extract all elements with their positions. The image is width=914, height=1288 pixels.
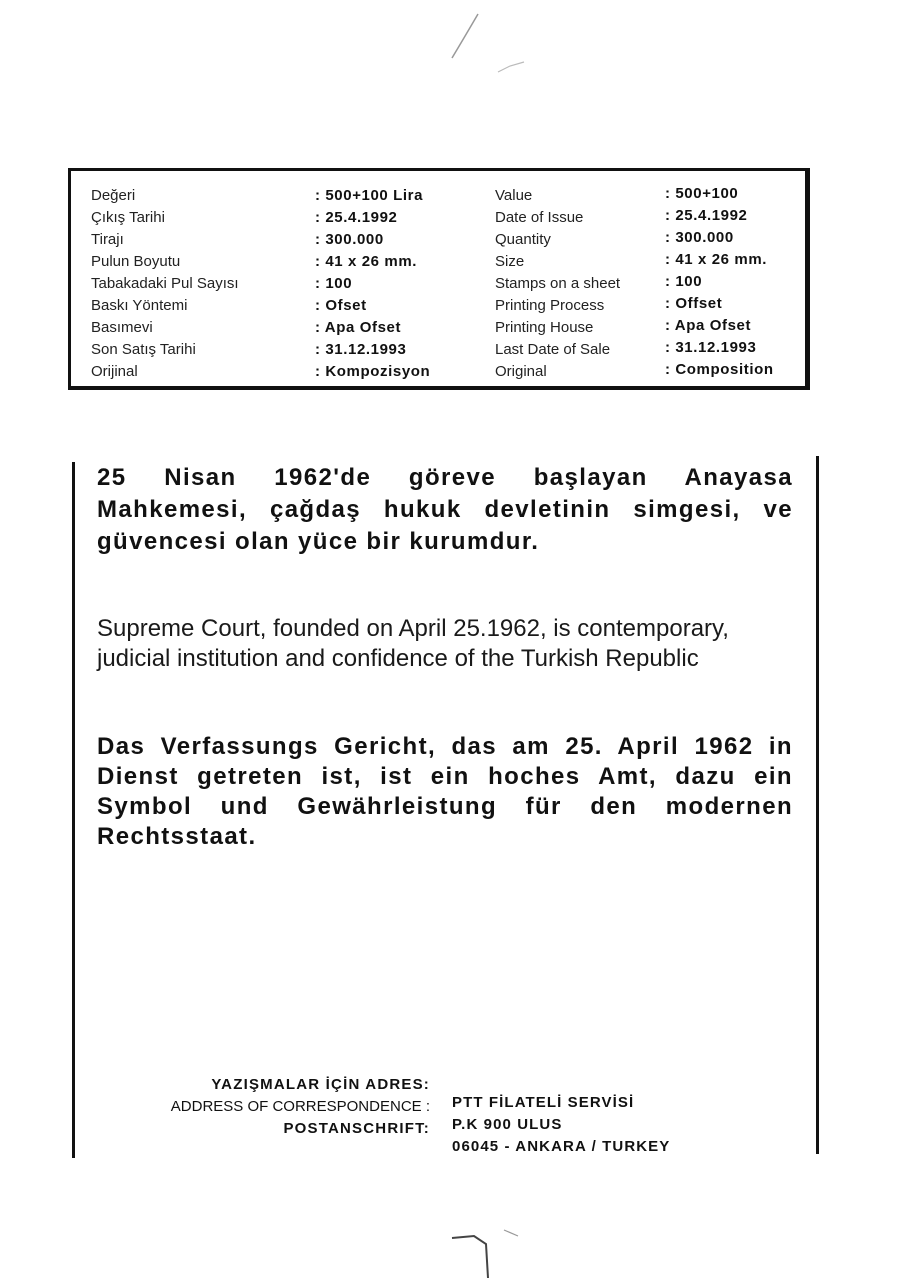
label-baski-yontemi: Baskı Yöntemi: [91, 297, 188, 314]
address-block: [452, 1092, 670, 1158]
value-degeri: : 500+100 Lira: [315, 187, 424, 204]
value-pulun-boyutu: : 41 x 26 mm.: [315, 253, 418, 270]
scan-mark-bottom: [446, 1220, 546, 1288]
value-quantity: : 300.000: [665, 229, 734, 246]
address-line-1: PTT FİLATELİ SERVİSİ: [452, 1094, 635, 1111]
german-paragraph: Das Verfassungs Gericht, das am 25. April 1962 in Dienst getreten ist, ist ein hoches Amt, dazu ein Symbol und Gewährleistung für den modernen Rechtsstaat.: [97, 733, 793, 850]
label-pulun-boyutu: Pulun Boyutu: [91, 253, 181, 270]
value-stamps-on-sheet: : 100: [665, 273, 703, 290]
value-son-satis-tarihi: : 31.12.1993: [315, 341, 407, 358]
value-printing-house: : Apa Ofset: [665, 317, 752, 334]
label-date-of-issue: Date of Issue: [495, 209, 584, 226]
address-line-3: 06045 - ANKARA / TURKEY: [452, 1138, 671, 1155]
label-printing-process: Printing Process: [495, 297, 605, 314]
frame-right-line: [816, 456, 819, 1154]
label-stamps-on-sheet: Stamps on a sheet: [495, 275, 621, 292]
value-tiraji: : 300.000: [315, 231, 384, 248]
label-last-date-of-sale: Last Date of Sale: [495, 341, 611, 358]
value-last-date-of-sale: : 31.12.1993: [665, 339, 757, 356]
value-basimevi: : Apa Ofset: [315, 319, 402, 336]
turkish-label-column: [91, 185, 239, 383]
value-orijinal: : Kompozisyon: [315, 363, 431, 380]
label-size: Size: [495, 253, 525, 270]
value-original: : Composition: [665, 361, 774, 378]
value-tabakadaki-pul-sayisi: : 100: [315, 275, 353, 292]
value-date-of-issue: : 25.4.1992: [665, 207, 748, 224]
label-tiraji: Tirajı: [91, 231, 124, 248]
label-tabakadaki-pul-sayisi: Tabakadaki Pul Sayısı: [91, 275, 239, 292]
label-printing-house: Printing House: [495, 319, 594, 336]
english-paragraph: Supreme Court, founded on April 25.1962, is contemporary, judicial institution and confidence of the Turkish Republic: [97, 615, 729, 672]
address-labels: [100, 1074, 430, 1140]
turkish-paragraph: 25 Nisan 1962'de göreve başlayan Anayasa Mahkemesi, çağdaş hukuk devletinin simgesi, ve güvencesi olan yüce bir kurumdur.: [97, 464, 793, 555]
label-cikis-tarihi: Çıkış Tarihi: [91, 209, 165, 226]
label-value: Value: [495, 187, 533, 204]
address-line-2: P.K 900 ULUS: [452, 1116, 563, 1133]
value-value: : 500+100: [665, 185, 739, 202]
label-basimevi: Basımevi: [91, 319, 153, 336]
address-label-turkish: YAZIŞMALAR İÇİN ADRES:: [211, 1076, 430, 1093]
stamp-info-table: [68, 168, 810, 390]
address-label-english: ADDRESS OF CORRESPONDENCE :: [170, 1098, 430, 1115]
label-son-satis-tarihi: Son Satış Tarihi: [91, 341, 196, 358]
address-label-german: POSTANSCHRIFT:: [283, 1120, 430, 1137]
value-printing-process: : Offset: [665, 295, 723, 312]
frame-left-line: [72, 462, 75, 1158]
label-original: Original: [495, 363, 547, 380]
english-value-column: [665, 183, 774, 381]
label-orijinal: Orijinal: [91, 363, 138, 380]
english-label-column: [495, 185, 620, 383]
value-cikis-tarihi: : 25.4.1992: [315, 209, 398, 226]
value-size: : 41 x 26 mm.: [665, 251, 768, 268]
turkish-value-column: [315, 185, 430, 383]
scan-mark-top: [440, 8, 540, 78]
label-quantity: Quantity: [495, 231, 551, 248]
label-degeri: Değeri: [91, 187, 136, 204]
value-baski-yontemi: : Ofset: [315, 297, 367, 314]
